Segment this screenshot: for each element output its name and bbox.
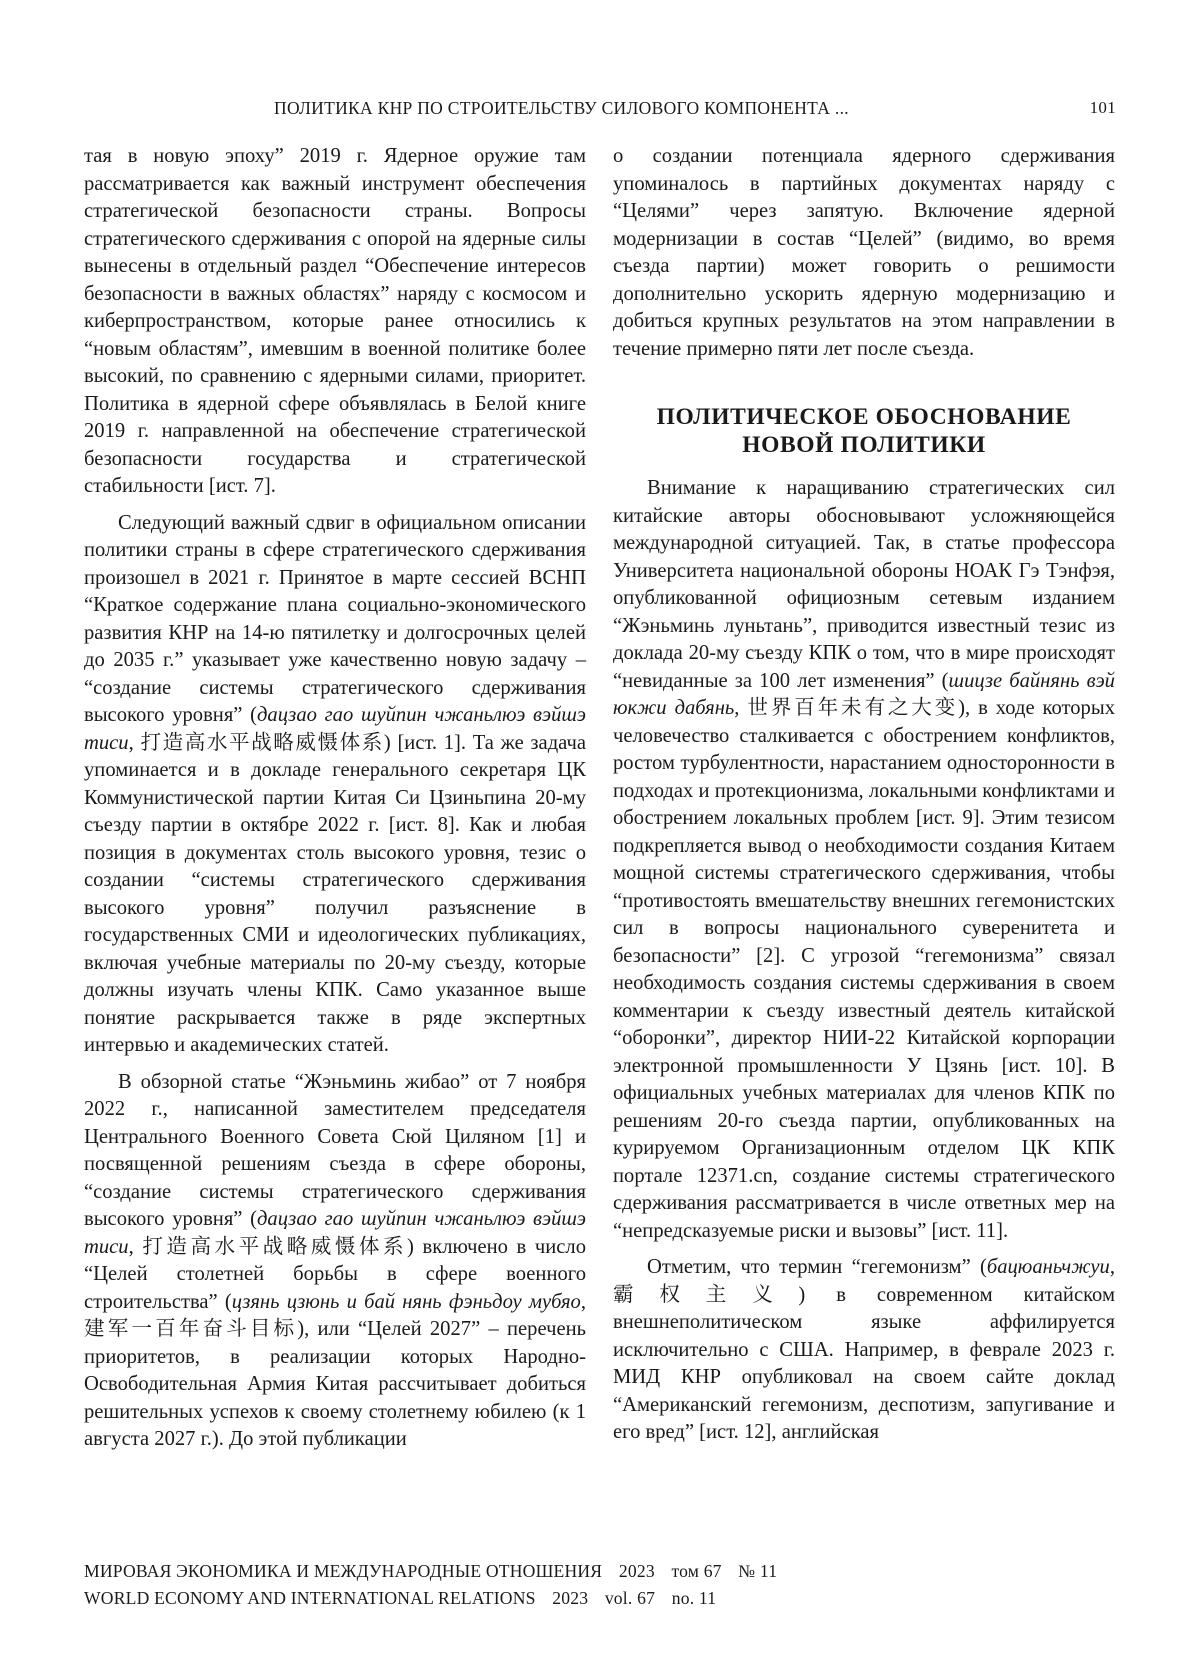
running-title: ПОЛИТИКА КНР ПО СТРОИТЕЛЬСТВУ СИЛОВОГО КОМПОНЕНТА ... [274,98,849,118]
page-number: 101 [1089,98,1116,117]
section-heading [613,403,1115,459]
transliteration: шицзе байнянь вэй юкжи дабянь [613,669,1115,719]
paragraph [84,510,586,1060]
running-header [84,92,1116,122]
paragraph-text: , 霸权主义) в современном китайском внешнеполитическом языке аффилируется исключительно с США. Например, в феврале 2023 г. МИД КНР опубликовал на своем сайте доклад “Американский гегемонизм, деспотизм, запугивание и его вред” [ист. 12], английская [613,1256,1115,1443]
paragraph [613,1254,1115,1447]
paragraph-text: тая в новую эпоху” 2019 г. Ядерное оружие там рассматривается как важный инструмент обеспечения стратегической безопасности страны. Вопросы стратегического сдерживания с опорой на ядерные силы вынесены в отдельный раздел “Обеспечение интересов безопасности в важных областях” наряду с космосом и киберпространством, которые ранее относились к “новым областям”, имевшим в военной политике более высокий, по сравнению с ядерными силами, приоритет. Политика в ядерной сфере объявлялась в Белой книге 2019 г. направленной на обеспечение стратегической безопасности государства и стратегической стабильности [ист. 7]. [84,145,586,497]
section-heading-line: НОВОЙ ПОЛИТИКИ [742,432,986,458]
journal-footer [84,1558,1116,1612]
paragraph-text: , 打造高水平战略威慑体系) [ист. 1]. Та же задача упоминается и в докладе генерального секретаря ЦК Коммунистической партии Китая Си Цзиньпина 20-му съезду партии в октябре 2022 г. [ист. 8]. Как и любая позиция в документах столь высокого уровня, тезис о создании “системы стратегического сдерживания высокого уровня” получил разъяснение в государственных СМИ и идеологических публикациях, включая учебные материалы по 20-му съезду, которые должны изучать члены КПК. Само указанное выше понятие раскрывается также в ряде экспертных интервью и академических статей. [84,731,586,1056]
paragraph-text: Внимание к наращиванию стратегических сил китайские авторы обосновывают усложняющейся международной ситуацией. Так, в статье профессора Университета национальной обороны НОАК Гэ Тэнфэя, опубликованной официозным сетевым изданием “Жэньминь луньтань”, приводится известный тезис из доклада 20-му съезду КПК о том, что в мире происходят “невиданные за 100 лет изменения” ( [613,477,1115,692]
paragraph [613,143,1115,363]
journal-volume-en: vol. 67 [604,1588,656,1608]
paragraph [84,143,586,501]
paragraph-text: Следующий важный сдвиг в официальном описании политики страны в сфере стратегического сдерживания произошел в 2021 г. Принятое в марте сессией ВСНП “Краткое содержание плана социально-экономического развития КНР на 14-ю пятилетку и долгосрочных целей до 2035 г.” указывает уже качественно новую задачу – “создание системы стратегического сдерживания высокого уровня” ( [84,511,586,726]
footer-english [84,1585,1116,1612]
transliteration: дацзао гао шуйпин чжаньлюэ вэйшэ тиси [84,704,586,754]
journal-year-en: 2023 [552,1588,589,1608]
paragraph-text: о создании потенциала ядерного сдерживания упоминалось в партийных документах наряду с “Целями” через запятую. Включение ядерной модернизации в состав “Целей” (видимо, во время съезда партии) может говорить о решимости дополнительно ускорить ядерную модернизацию и добиться крупных результатов на этом направлении в течение примерно пяти лет после съезда. [613,145,1115,360]
paragraph [613,475,1115,1245]
section-heading-line: ПОЛИТИЧЕСКОЕ ОБОСНОВАНИЕ [656,404,1072,430]
journal-name-ru: МИРОВАЯ ЭКОНОМИКА И МЕЖДУНАРОДНЫЕ ОТНОШЕНИЯ [84,1561,603,1581]
paragraph-text: Отметим, что термин “гегемонизм” ( [647,1256,987,1278]
paragraph-text: В обзорной статье “Жэньминь жибао” от 7 ноября 2022 г., написанной заместителем председателя Центрального Военного Совета Сюй Циляном [1] и посвященной решениям съезда в сфере обороны, “создание системы стратегического сдерживания высокого уровня” ( [84,1070,586,1230]
paragraph-text: , 世界百年未有之大变), в ходе которых человечество сталкивается с обострением конфликтов, ростом турбулентности, нарастанием односторонности в подходах и протекционизма, локальными конфликтами и обострением локальных проблем [ист. 9]. Этим тезисом подкрепляется вывод о необходимости создания Китаем мощной системы стратегического сдерживания, чтобы “противостоять вмешательству внешних гегемонистских сил в вопросы национального суверенитета и безопасности” [2]. С угрозой “гегемонизма” связал необходимость создания системы сдерживания в своем комментарии к съезду известный деятель китайской “оборонки”, директор НИИ-22 Китайской корпорации электронной промышленности У Цзянь [ист. 10]. В официальных учебных материалах для членов КПК по решениям 20-го съезда партии, опубликованных на курируемом Организационным отделом ЦК КПК портале 12371.cn, создание системы стратегического сдерживания рассматривается в числе ответных мер на “непредсказуемые риски и вызовы” [ист. 11]. [613,697,1115,1242]
right-column [613,143,1115,1447]
transliteration: бацюаньчжуи [986,1256,1110,1278]
journal-name-en: WORLD ECONOMY AND INTERNATIONAL RELATIONS [84,1588,536,1608]
journal-volume-ru: том 67 [671,1561,722,1581]
transliteration: цзянь цзюнь и бай нянь фэньдоу мубяо [231,1290,581,1313]
footer-russian [84,1558,1116,1585]
paragraph-text: , 打造高水平战略威慑体系) включено в число “Целей столетней борьбы в сфере военного строительства” ( [84,1235,586,1313]
paragraph [84,1069,586,1454]
journal-year-ru: 2023 [618,1561,655,1581]
transliteration: дацзао гао шуйпин чжаньлюэ вэйшэ тиси [84,1208,586,1258]
journal-issue-ru: № 11 [738,1561,778,1581]
left-column [84,143,586,1454]
journal-issue-en: no. 11 [671,1588,717,1608]
paragraph-text: , 建军一百年奋斗目标), или “Целей 2027” – перечень приоритетов, в реализации которых Народно-Освободительная Армия Китая рассчитывает добиться решительных успехов к своему столетнему юбилею (к 1 августа 2027 г.). До этой публикации [84,1290,586,1450]
